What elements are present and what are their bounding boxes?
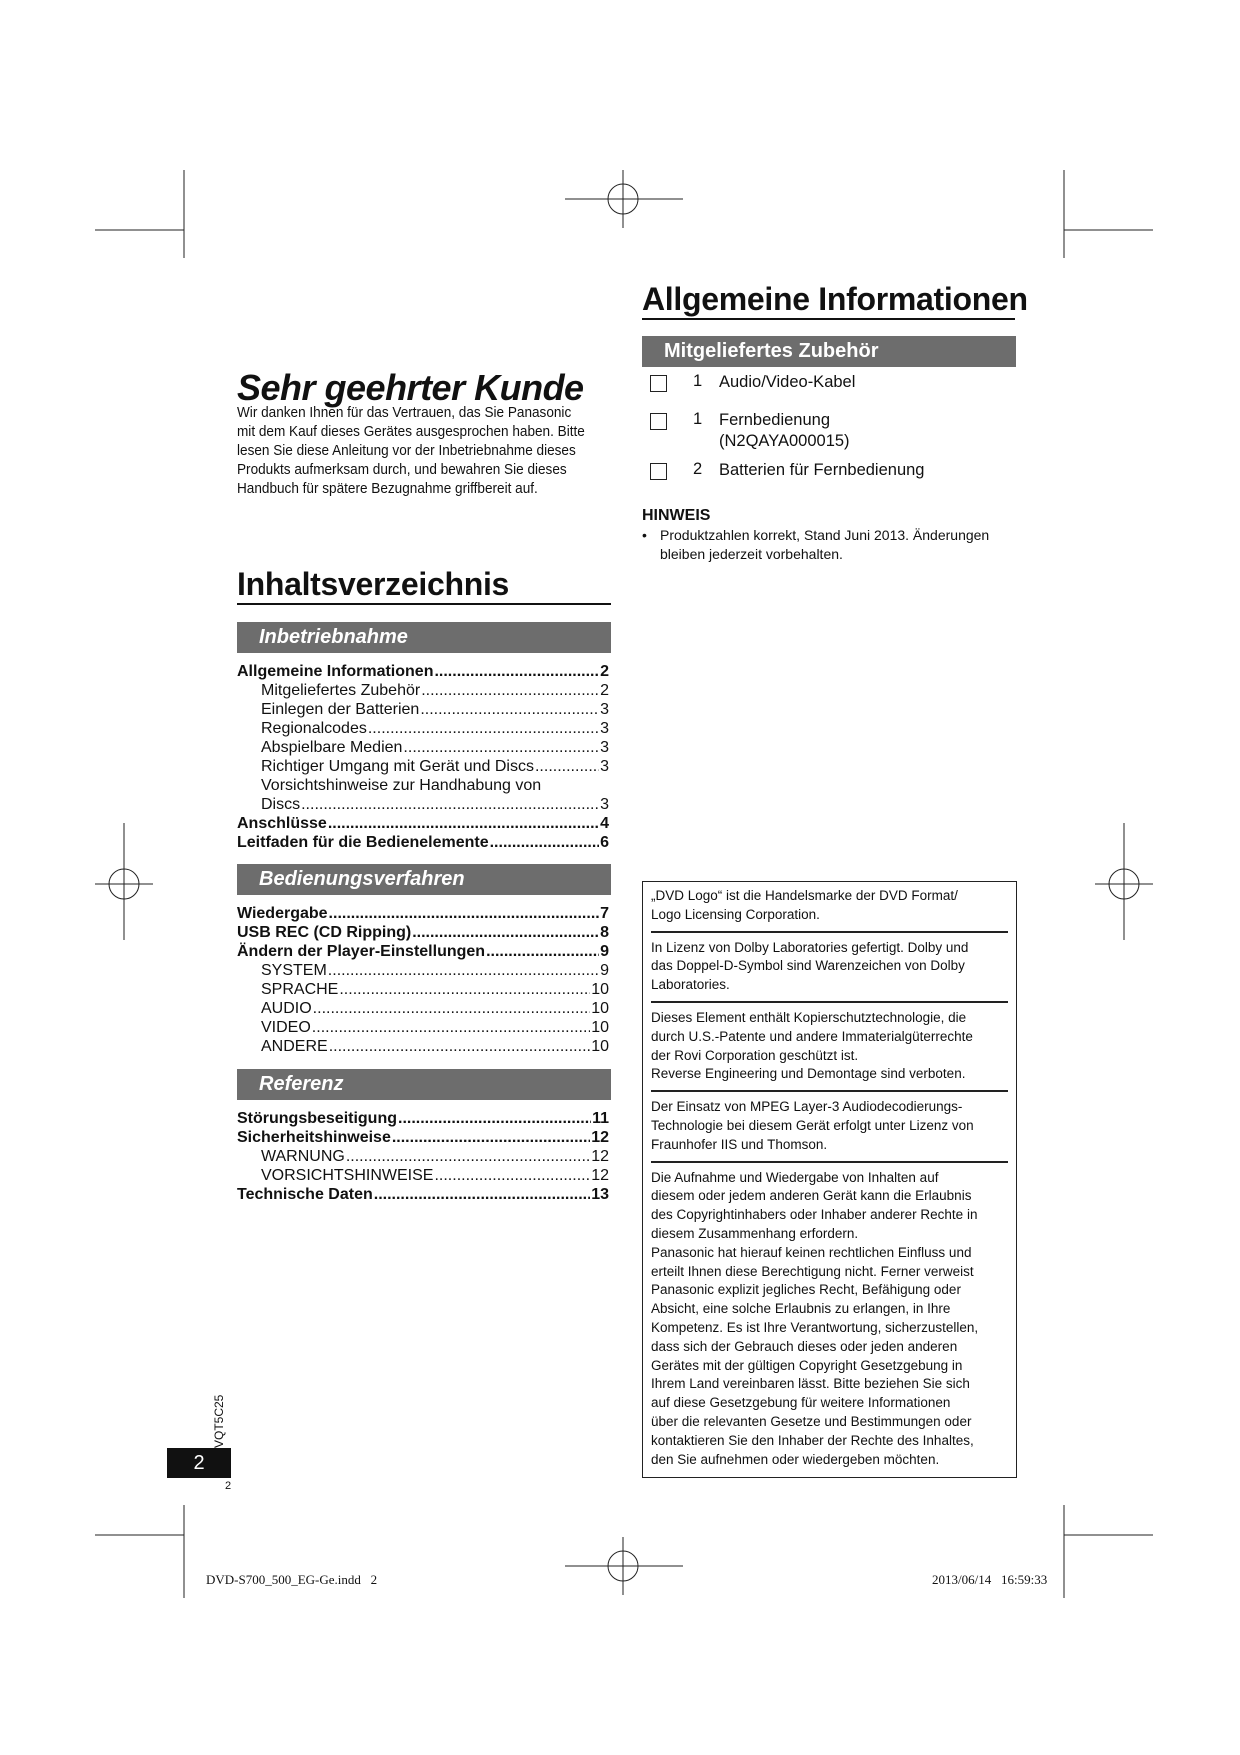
greeting-text: Wir danken Ihnen für das Vertrauen, das Sie Panasonic mit dem Kauf dieses Gerätes ausgesprochen haben. Bitte lesen Sie diese Anleitung vor der Inbetriebnahme dieses Produkts aufmerksam durch, und bewahren Sie dieses Handbuch für spätere Bezugnahme griffbereit auf.: [237, 405, 585, 497]
toc-leader-dots: [301, 795, 599, 814]
toc-entry-page: 3: [600, 758, 609, 775]
toc-entry-label: Wiedergabe: [237, 905, 328, 922]
toc-leader-dots: [490, 833, 599, 852]
toc-title: Inhaltsverzeichnis: [237, 566, 510, 602]
toc-entry-page: 3: [600, 720, 609, 737]
toc-entry[interactable]: [237, 1185, 609, 1204]
toc-entry-label: VIDEO: [261, 1019, 311, 1036]
toc-entry-label: SYSTEM: [261, 962, 327, 979]
toc-entry-label: ANDERE: [261, 1038, 328, 1055]
toc-entry[interactable]: [237, 1147, 609, 1166]
toc-entry-label: Technische Daten: [237, 1186, 373, 1203]
toc-leader-dots: [368, 719, 599, 738]
toc-entry[interactable]: [237, 904, 609, 923]
toc-entry[interactable]: [237, 1018, 609, 1037]
checkbox[interactable]: [650, 375, 667, 392]
toc-leader-dots: [346, 1147, 590, 1166]
toc-entry[interactable]: [237, 961, 609, 980]
toc-leader-dots: [312, 1018, 590, 1037]
accessory-label: Audio/Video-Kabel: [719, 373, 856, 391]
toc-entry[interactable]: [237, 1128, 609, 1147]
toc-entry-label: Regionalcodes: [261, 720, 367, 737]
toc-leader-dots: [339, 980, 590, 999]
toc-entry-page: 10: [591, 1000, 609, 1017]
toc-leader-dots: [329, 904, 600, 923]
accessory-qty: 1: [693, 372, 703, 390]
toc-leader-dots: [486, 942, 599, 961]
toc-entry[interactable]: [237, 795, 609, 814]
checkbox[interactable]: [650, 463, 667, 480]
toc-entry[interactable]: [237, 833, 609, 852]
toc-entry-label: Anschlüsse: [237, 815, 327, 832]
footer-filename: DVD-S700_500_EG-Ge.indd 2: [206, 1572, 378, 1587]
toc-section-heading: Referenz: [237, 1069, 611, 1100]
toc-entry-label: SPRACHE: [261, 981, 339, 998]
toc-entry-page: 12: [591, 1167, 609, 1184]
toc-leader-dots: [412, 923, 599, 942]
toc-leader-dots: [328, 961, 599, 980]
legal-dolby: In Lizenz von Dolby Laboratories gefertigt. Dolby und das Doppel-D-Symbol sind Warenzeichen von Dolby Laboratories.: [651, 939, 969, 993]
toc-leader-dots: [434, 1166, 590, 1185]
toc-entry-label: Sicherheitshinweise: [237, 1129, 391, 1146]
accessory-part-number: (N2QAYA000015): [719, 432, 850, 450]
toc-title-rule: [237, 603, 611, 605]
toc-entry-label: Leitfaden für die Bedienelemente: [237, 834, 489, 851]
toc-entry-page: 10: [591, 1019, 609, 1036]
toc-entry-page: 2: [600, 663, 609, 680]
toc-entry-label: Störungsbeseitigung: [237, 1110, 397, 1127]
accessory-qty: 2: [693, 460, 703, 478]
toc-entry-page: 11: [592, 1110, 609, 1127]
toc-entry[interactable]: [237, 662, 609, 681]
toc-entry-page: 9: [600, 962, 609, 979]
toc-entry-page: 4: [600, 815, 609, 832]
toc-entry-page: 3: [600, 796, 609, 813]
general-title-rule: [642, 318, 1015, 320]
toc-leader-dots: [535, 757, 599, 776]
toc-entry[interactable]: [237, 814, 609, 833]
toc-entry-label: Einlegen der Batterien: [261, 701, 420, 718]
toc-entry-page: 3: [600, 739, 609, 756]
toc-entry-page: 6: [600, 834, 609, 851]
note-heading: HINWEIS: [642, 507, 711, 524]
toc-leader-dots: [313, 999, 591, 1018]
toc-entry[interactable]: [237, 719, 609, 738]
legal-copyright: Die Aufnahme und Wiedergabe von Inhalten auf diesem oder jedem anderen Gerät kann die Erlaubnis des Copyrightinhabers oder Inhaber anderer Rechte in diesem Zusammenhang erfordern. Panasonic hat hierauf keinen rechtlichen Einfluss und erteilt Ihnen diese Berechtigung nicht. Ferner verweist Panasonic explizit jegliches Recht, Befähigung oder Absicht, eine solche Erlaubnis zu erlangen, in Ihre Kompetenz. Es ist Ihre Verantwortung, sicherzustellen, dass sich der Gebrauch dieses oder jeden anderen Gerätes mit der gültigen Copyright Gesetzgebung in Ihrem Land vereinbaren lässt. Bitte beziehen Sie sich auf diese Gesetzgebung für weitere Informationen über die relevanten Gesetze und Bestimmungen oder kontaktieren Sie den Inhaber der Rechte des Inhaltes, den Sie aufnehmen oder wiedergeben möchten.: [651, 1169, 979, 1467]
legal-mpeg: Der Einsatz von MPEG Layer-3 Audiodecodierungs- Technologie bei diesem Gerät erfolgt unter Lizenz von Fraunhofer IIS und Thomson.: [651, 1099, 974, 1152]
accessory-item: [650, 410, 850, 450]
toc-entry-page: 10: [591, 1038, 609, 1055]
toc-entry-label: Abspielbare Medien: [261, 739, 403, 756]
toc-entry-continued: Vorsichtshinweise zur Handhabung von: [261, 777, 542, 794]
toc-entry[interactable]: [237, 757, 609, 776]
legal-dvd-logo: „DVD Logo“ ist die Handelsmarke der DVD Format/ Logo Licensing Corporation.: [651, 888, 958, 922]
toc-entry-page: 2: [600, 682, 609, 699]
toc-entry-label: Ändern der Player-Einstellungen: [237, 943, 486, 960]
toc-entry-page: 9: [600, 943, 609, 960]
toc-entry[interactable]: [237, 942, 609, 961]
legal-notices-box: [642, 881, 1017, 1478]
toc-section-heading: Bedienungsverfahren: [237, 864, 611, 895]
toc-leader-dots: [398, 1109, 591, 1128]
toc-leader-dots: [434, 662, 599, 681]
toc-entry[interactable]: [237, 681, 609, 700]
toc-entry-label: AUDIO: [261, 1000, 312, 1017]
toc-leader-dots: [329, 1037, 591, 1056]
toc-list-setup: [237, 662, 609, 852]
toc-entry-page: 3: [600, 701, 609, 718]
page-number: 2: [167, 1448, 231, 1478]
toc-section-heading: Inbetriebnahme: [237, 622, 611, 653]
accessory-qty: 1: [693, 410, 703, 428]
toc-entry-page: 13: [591, 1186, 609, 1203]
toc-entry[interactable]: [237, 1109, 609, 1128]
accessory-label: Batterien für Fernbedienung: [719, 461, 925, 479]
toc-leader-dots: [420, 700, 599, 719]
toc-entry[interactable]: [237, 1037, 609, 1056]
accessories-heading: Mitgeliefertes Zubehör: [642, 336, 1016, 367]
toc-entry-label: WARNUNG: [261, 1148, 345, 1165]
accessories-list: [650, 372, 1010, 482]
toc-entry-page: 12: [591, 1129, 609, 1146]
accessory-label: Fernbedienung: [719, 411, 831, 429]
page-number-small: 2: [225, 1480, 232, 1492]
toc-leader-dots: [403, 738, 599, 757]
toc-leader-dots: [328, 814, 599, 833]
toc-entry-label: Discs: [261, 796, 301, 813]
toc-list-reference: [237, 1109, 609, 1204]
legal-rovi: Dieses Element enthält Kopierschutztechnologie, die durch U.S.-Patente und andere Immaterialgüterrechte der Rovi Corporation geschützt ist. Reverse Engineering und Demontage sind verboten.: [651, 1009, 973, 1082]
toc-entry-page: 12: [591, 1148, 609, 1165]
document-code: VQT5C25: [212, 1394, 226, 1448]
footer-timestamp: 2013/06/14 16:59:33: [932, 1572, 1048, 1587]
general-title: Allgemeine Informationen: [642, 281, 1028, 317]
toc-entry[interactable]: [237, 738, 609, 757]
toc-entry-label: VORSICHTSHINWEISE: [261, 1167, 434, 1184]
toc-entry[interactable]: [237, 999, 609, 1018]
toc-entry[interactable]: [237, 700, 609, 719]
accessory-item: [650, 372, 856, 392]
greeting-title: Sehr geehrter Kunde: [237, 367, 584, 408]
toc-entry[interactable]: [237, 980, 609, 999]
toc-leader-dots: [392, 1128, 590, 1147]
toc-leader-dots: [374, 1185, 590, 1204]
toc-list-operation: [237, 904, 609, 1056]
toc-entry-page: 10: [591, 981, 609, 998]
note-text: Produktzahlen korrekt, Stand Juni 2013. Änderungen bleiben jederzeit vorbehalten.: [660, 527, 990, 562]
accessory-item: [650, 460, 925, 480]
toc-entry-page: 8: [600, 924, 609, 941]
toc-entry-label: Mitgeliefertes Zubehör: [261, 682, 421, 699]
toc-entry-label: USB REC (CD Ripping): [237, 924, 412, 941]
checkbox[interactable]: [650, 413, 667, 430]
toc-entry-label: Allgemeine Informationen: [237, 663, 434, 680]
toc-entry-label: Richtiger Umgang mit Gerät und Discs: [261, 758, 534, 775]
note-bullet: •: [642, 527, 647, 543]
toc-entry[interactable]: [237, 923, 609, 942]
toc-entry-page: 7: [600, 905, 609, 922]
toc-leader-dots: [421, 681, 599, 700]
toc-entry[interactable]: [237, 1166, 609, 1185]
